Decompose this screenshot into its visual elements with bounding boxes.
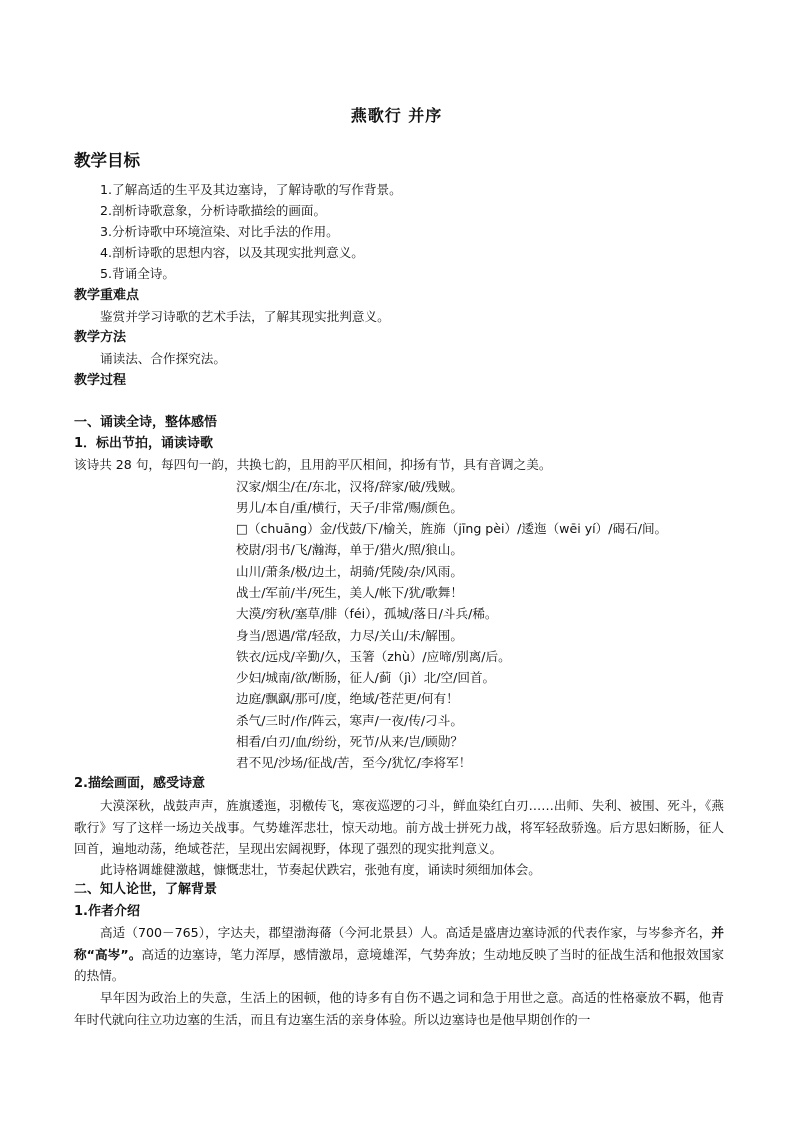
keypoints-text: 鉴赏并学习诗歌的艺术手法，了解其现实批判意义。 bbox=[100, 309, 390, 324]
section2-sub1: 1.作者介绍 bbox=[74, 904, 140, 919]
poem-line: 少妇/城南/欲/断肠，征人/蓟（jì）北/空/回首。 bbox=[236, 670, 496, 685]
section2-heading: 二、知人论世，了解背景 bbox=[74, 882, 218, 897]
goal-item-2: 2.剖析诗歌意象，分析诗歌描绘的画面。 bbox=[100, 203, 327, 218]
author-paragraph-1 bbox=[74, 922, 724, 987]
goal-item-1: 1.了解高适的生平及其边塞诗，了解诗歌的写作背景。 bbox=[100, 182, 402, 197]
poem-line: 战士/军前/半/死生，美人/帐下/犹/歌舞！ bbox=[236, 585, 463, 600]
poem-line: 山川/萧条/极/边土，胡骑/凭陵/杂/风雨。 bbox=[236, 564, 463, 579]
poem-line: □（chuāng）金/伐鼓/下/榆关，旌旆（jīng pèi）/逶迤（wēi yí）/碣石/间。 bbox=[236, 521, 668, 536]
page-title: 燕歌行 并序 bbox=[350, 106, 443, 125]
goals-heading: 教学目标 bbox=[74, 151, 140, 170]
section1-sub1: 1．标出节拍，诵读诗歌 bbox=[74, 436, 214, 451]
poem-line: 相看/白刃/血/纷纷，死节/从来/岂/顾勋？ bbox=[236, 734, 463, 749]
poem-line: 汉家/烟尘/在/东北，汉将/辞家/破/残贼。 bbox=[236, 479, 463, 494]
goal-item-4: 4.剖析诗歌的思想内容，以及其现实批判意义。 bbox=[100, 245, 364, 260]
poem-line: 铁衣/远戍/辛勤/久，玉箸（zhù）/应啼/别离/后。 bbox=[236, 649, 511, 664]
poem-line: 男儿/本自/重/横行，天子/非常/赐/颜色。 bbox=[236, 500, 463, 515]
author-paragraph-2: 早年因为政治上的失意，生活上的困顿，他的诗多有自伤不遇之词和急于用世之意。高适的性格豪放不羁，他青年时代就向往立功边塞的生活，而且有边塞生活的亲身体验。所以边塞诗也是他早期创作的一 bbox=[74, 990, 724, 1027]
methods-text: 诵读法、合作探究法。 bbox=[100, 351, 226, 366]
keypoints-heading: 教学重难点 bbox=[74, 288, 140, 303]
poem-line: 身当/恩遇/常/轻敌，力尽/关山/未/解围。 bbox=[236, 628, 463, 643]
poem-line: 边庭/飘飖/那可/度，绝域/苍茫更/何有！ bbox=[236, 691, 459, 706]
methods-heading: 教学方法 bbox=[74, 330, 127, 345]
author-text-b: 高适的边塞诗，笔力浑厚，感情激昂，意境雄浑，气势奔放；生动地反映了当时的征战生活和他报效国家的热情。 bbox=[74, 946, 724, 983]
poem-line: 大漠/穷秋/塞草/腓（féi），孤城/落日/斗兵/稀。 bbox=[236, 606, 498, 621]
section1-paragraph-2: 此诗格调雄健激越，慷慨悲壮，节奏起伏跌宕，张弛有度，诵读时须细加体会。 bbox=[100, 862, 541, 877]
section1-heading: 一、诵读全诗，整体感悟 bbox=[74, 415, 218, 430]
section1-paragraph-1: 大漠深秋，战鼓声声，旌旗逶迤，羽檄传飞，寒夜巡逻的刁斗，鲜血染红白刃……出师、失利、被围、死斗，《燕歌行》写了这样一场边关战事。气势雄浑悲壮，惊天动地。前方战士拼死力战，将军轻敌骄逸。后方思妇断肠，征人回首，遍地动荡，绝域苍茫，呈现出宏阔视野，体现了强烈的现实批判意义。 bbox=[74, 798, 724, 856]
process-heading: 教学过程 bbox=[74, 373, 127, 388]
poem-line: 杀气/三时/作/阵云，寒声/一夜/传/刁斗。 bbox=[236, 713, 463, 728]
section1-sub2: 2.描绘画面，感受诗意 bbox=[74, 776, 205, 791]
poem-line: 君不见/沙场/征战/苦，至今/犹忆/李将军！ bbox=[236, 755, 472, 770]
poem-intro: 该诗共 28 句，每四句一韵，共换七韵，且用韵平仄相间，抑扬有节，具有音调之美。 bbox=[74, 457, 552, 472]
poem-line: 校尉/羽书/飞/瀚海，单于/猎火/照/狼山。 bbox=[236, 542, 463, 557]
author-text-a: 高适（700－765），字达夫，郡望渤海蓨（今河北景县）人。高适是盛唐边塞诗派的代表作家，与岑参齐名， bbox=[100, 925, 712, 940]
goal-item-3: 3.分析诗歌中环境渲染、对比手法的作用。 bbox=[100, 224, 339, 239]
author-text-bold: 并称“高岑”。 bbox=[74, 925, 724, 962]
goal-item-5: 5.背诵全诗。 bbox=[100, 266, 175, 281]
